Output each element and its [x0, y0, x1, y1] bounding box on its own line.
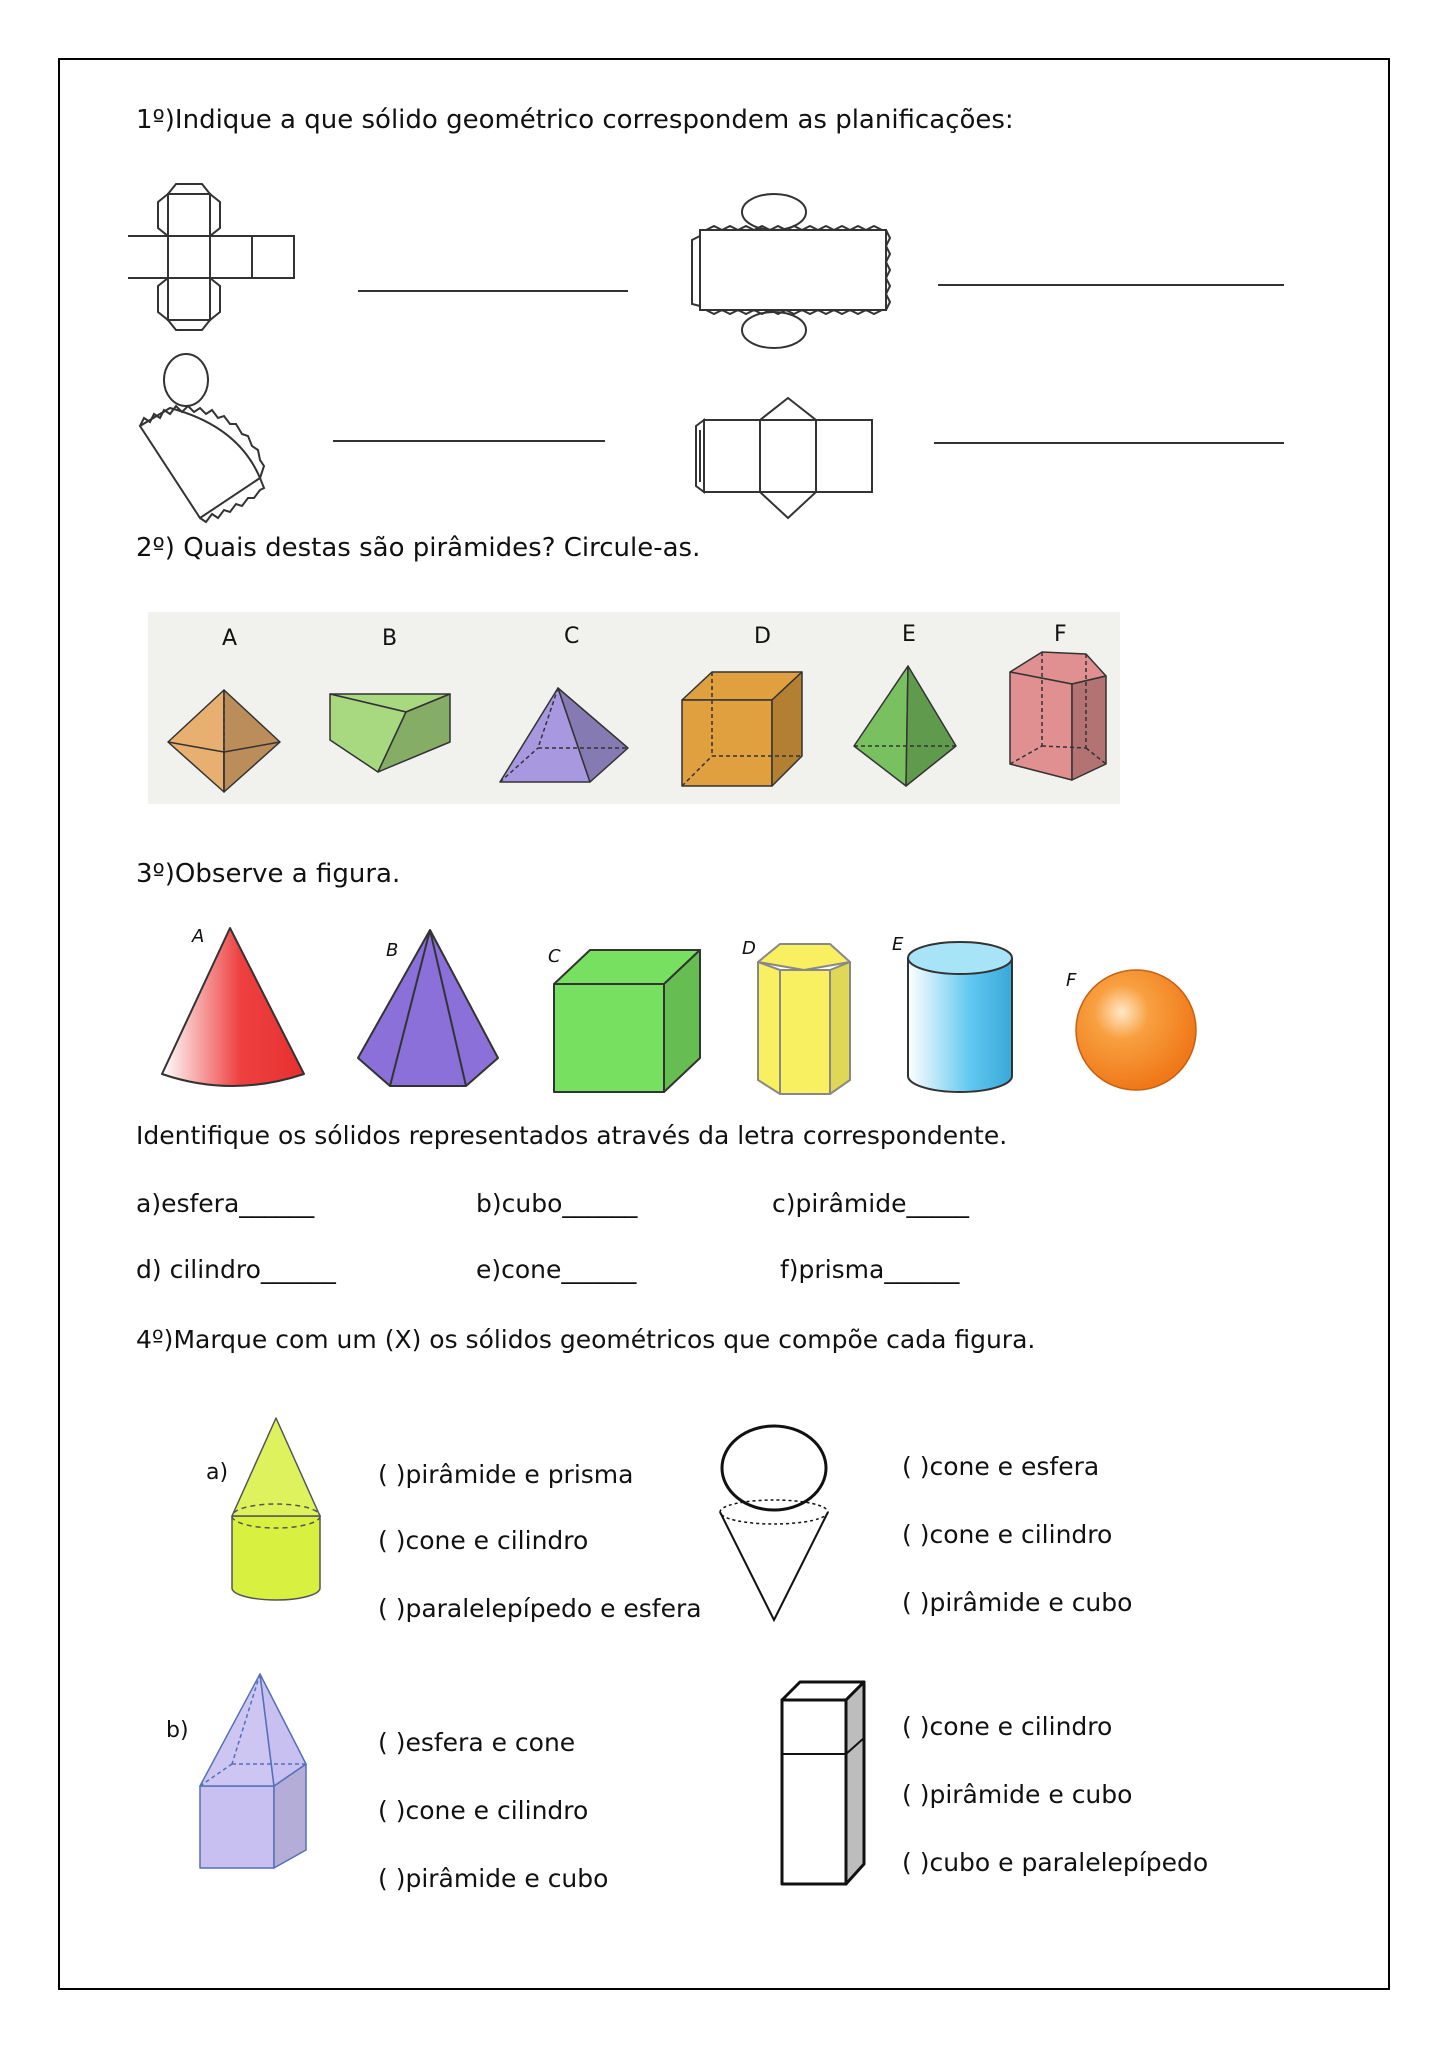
sphere-cone-figure	[712, 1424, 836, 1624]
figure-a-option-2[interactable]: ( )cone e cilindro	[378, 1526, 589, 1555]
question-1-title: 1º)Indique a que sólido geométrico correspondem as planificações:	[136, 105, 1014, 135]
item-d-cilindro[interactable]: d) cilindro______	[136, 1255, 336, 1284]
answer-line-cone-net[interactable]	[333, 440, 605, 442]
figure-4-option-2[interactable]: ( )pirâmide e cubo	[902, 1780, 1133, 1809]
figure-a-label: a)	[206, 1460, 229, 1485]
figure-a-option-1[interactable]: ( )pirâmide e prisma	[378, 1460, 634, 1489]
figure-b-option-3[interactable]: ( )pirâmide e cubo	[378, 1864, 609, 1893]
figure-2-option-2[interactable]: ( )cone e cilindro	[902, 1520, 1113, 1549]
cube-net-figure	[128, 180, 308, 340]
figure-4-option-1[interactable]: ( )cone e cilindro	[902, 1712, 1113, 1741]
figure-b-label: b)	[166, 1718, 189, 1743]
prism-net-figure	[686, 396, 886, 526]
solids-panel	[148, 612, 1120, 804]
label-d: D	[754, 624, 771, 649]
cone-net-figure	[130, 354, 280, 524]
label-d: D	[742, 938, 756, 959]
figure-a-option-3[interactable]: ( )paralelepípedo e esfera	[378, 1594, 702, 1623]
figure-b-option-2[interactable]: ( )cone e cilindro	[378, 1796, 589, 1825]
triangular-pyramid-figure	[852, 664, 958, 792]
label-a: A	[222, 626, 238, 651]
green-cube-figure	[548, 946, 708, 1096]
sphere-figure	[1072, 966, 1202, 1096]
cylinder-figure	[904, 938, 1016, 1098]
cone-figure	[158, 924, 308, 1094]
item-a-esfera[interactable]: a)esfera______	[136, 1189, 315, 1218]
answer-line-prism-net[interactable]	[934, 442, 1284, 444]
yellow-prism-figure	[752, 940, 856, 1100]
label-f: F	[1066, 970, 1077, 991]
pyramid-cube-figure	[194, 1672, 314, 1872]
answer-line-cube-net[interactable]	[358, 290, 628, 292]
cube-figure	[680, 670, 806, 788]
item-f-prisma[interactable]: f)prisma______	[780, 1255, 960, 1284]
label-b: B	[386, 940, 399, 961]
cone-cylinder-figure	[226, 1416, 326, 1606]
item-c-piramide[interactable]: c)pirâmide_____	[772, 1189, 969, 1218]
square-pyramid-figure	[498, 686, 632, 786]
item-b-cubo[interactable]: b)cubo______	[476, 1189, 638, 1218]
label-e: E	[902, 622, 916, 647]
figure-b-option-1[interactable]: ( )esfera e cone	[378, 1728, 576, 1757]
cube-parallelepiped-figure	[778, 1680, 868, 1890]
question-3-title: 3º)Observe a figura.	[136, 859, 401, 889]
figure-2-option-1[interactable]: ( )cone e esfera	[902, 1452, 1100, 1481]
cylinder-net-figure	[686, 192, 906, 352]
label-e: E	[892, 934, 904, 955]
question-3-instruction: Identifique os sólidos representados através da letra correspondente.	[136, 1121, 1008, 1150]
question-4-title: 4º)Marque com um (X) os sólidos geométricos que compõe cada figura.	[136, 1325, 1036, 1354]
figure-2-option-3[interactable]: ( )pirâmide e cubo	[902, 1588, 1133, 1617]
triangular-prism-figure	[328, 690, 454, 774]
octahedron-figure	[166, 688, 282, 794]
figure-4-option-3[interactable]: ( )cubo e paralelepípedo	[902, 1848, 1209, 1877]
label-c: C	[548, 946, 561, 967]
label-a: A	[192, 926, 205, 947]
question-2-title: 2º) Quais destas são pirâmides? Circule-as.	[136, 533, 701, 563]
answer-line-cylinder-net[interactable]	[938, 284, 1284, 286]
item-e-cone[interactable]: e)cone______	[476, 1255, 637, 1284]
pentagonal-prism-figure	[1002, 650, 1112, 786]
label-f: F	[1054, 622, 1067, 647]
label-c: C	[564, 624, 580, 649]
label-b: B	[382, 626, 398, 651]
pentagonal-pyramid-figure	[354, 926, 504, 1092]
